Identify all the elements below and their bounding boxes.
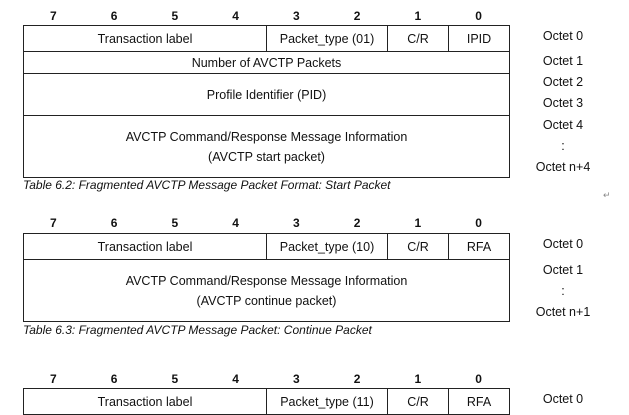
bit-7: 7 — [50, 9, 57, 23]
bit-header-1 — [23, 9, 509, 23]
octet-label: Octet 2 — [542, 75, 584, 89]
bit-4: 4 — [232, 372, 239, 386]
packet-type-cell: Packet_type (10) — [267, 234, 388, 260]
end-packet-table — [23, 388, 510, 415]
bit-4: 4 — [232, 9, 239, 23]
caption-table-6-2: Table 6.2: Fragmented AVCTP Message Packet Format: Start Packet — [23, 178, 391, 192]
message-info-cell — [24, 260, 510, 322]
pid-cell: Profile Identifier (PID) — [24, 74, 510, 116]
message-info-line2: (AVCTP start packet) — [208, 149, 325, 164]
octet-label: Octet 1 — [542, 263, 584, 277]
bit-5: 5 — [171, 9, 179, 23]
transaction-label-cell: Transaction label — [24, 234, 267, 260]
bit-7: 7 — [50, 216, 57, 230]
bit-header-2 — [23, 216, 509, 230]
cr-cell: C/R — [388, 234, 449, 260]
rfa-cell: RFA — [449, 234, 510, 260]
message-info-line2: (AVCTP continue packet) — [196, 293, 337, 308]
bit-2: 2 — [353, 9, 361, 23]
message-info-cell — [24, 116, 510, 178]
bit-0: 0 — [475, 372, 482, 386]
bit-6: 6 — [110, 9, 118, 23]
continue-packet-table — [23, 233, 510, 322]
bit-6: 6 — [110, 216, 118, 230]
octet-label: Octet 1 — [542, 54, 584, 68]
octet-label: Octet n+4 — [535, 160, 591, 174]
bit-3: 3 — [293, 216, 300, 230]
octet-label: Octet 0 — [542, 392, 584, 406]
paragraph-mark: ↵ — [603, 190, 611, 200]
bit-6: 6 — [110, 372, 118, 386]
bit-5: 5 — [171, 216, 179, 230]
octet-label: Octet 0 — [542, 237, 584, 251]
caption-table-6-3: Table 6.3: Fragmented AVCTP Message Packet: Continue Packet — [23, 323, 372, 337]
bit-0: 0 — [475, 9, 482, 23]
number-of-packets-cell: Number of AVCTP Packets — [24, 52, 510, 74]
bit-3: 3 — [293, 9, 300, 23]
octet-label: Octet 0 — [542, 29, 584, 43]
bit-2: 2 — [353, 372, 361, 386]
transaction-label-cell: Transaction label — [24, 389, 267, 415]
cr-cell: C/R — [388, 389, 449, 415]
bit-1: 1 — [414, 9, 422, 23]
octet-label: : — [561, 139, 565, 153]
bit-1: 1 — [414, 372, 422, 386]
cr-cell: C/R — [388, 26, 449, 52]
bit-0: 0 — [475, 216, 482, 230]
octet-label: : — [561, 284, 565, 298]
bit-3: 3 — [293, 372, 300, 386]
bit-5: 5 — [171, 372, 179, 386]
packet-type-cell: Packet_type (01) — [267, 26, 388, 52]
bit-1: 1 — [414, 216, 422, 230]
message-info-line1: AVCTP Command/Response Message Information — [125, 129, 408, 144]
start-packet-table — [23, 25, 510, 178]
bit-7: 7 — [50, 372, 57, 386]
message-info-line1: AVCTP Command/Response Message Information — [125, 273, 408, 288]
octet-label: Octet 3 — [542, 96, 584, 110]
rfa-cell: RFA — [449, 389, 510, 415]
octet-label: Octet n+1 — [535, 305, 591, 319]
bit-4: 4 — [232, 216, 239, 230]
packet-type-cell: Packet_type (11) — [267, 389, 388, 415]
transaction-label-cell: Transaction label — [24, 26, 267, 52]
ipid-cell: IPID — [449, 26, 510, 52]
bit-2: 2 — [353, 216, 361, 230]
octet-label: Octet 4 — [542, 118, 584, 132]
bit-header-3 — [23, 372, 509, 386]
